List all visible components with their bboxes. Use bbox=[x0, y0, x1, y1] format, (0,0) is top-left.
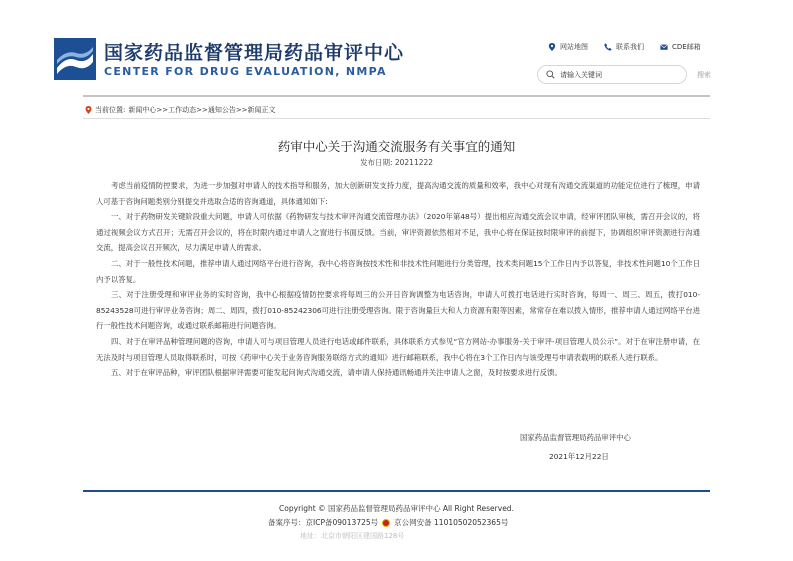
article-body bbox=[96, 178, 700, 381]
top-links bbox=[548, 42, 701, 52]
search-box bbox=[537, 65, 687, 84]
article-signature: 国家药品监督管理局药品审评中心 bbox=[520, 433, 631, 442]
article-paragraph: 一、对于药物研发关键阶段重大问题，申请人可依据《药物研发与技术审评沟通交流管理办法》（2020年第48号）提出相应沟通交流会议申请，经审评团队审核，需召开会议的，将通过视频会议方式召开；无需召开会议的，将在时限内通过申请人之窗进行书面反馈。当前，审评资源依然相对不足，我中心将在保证按时限审评的前提下，协调组织审评资源进行沟通交流，提高会议召开频次，尽力满足申请人的需求。 bbox=[96, 212, 700, 253]
contact-link[interactable] bbox=[604, 42, 644, 52]
cde-mail-label: CDE邮箱 bbox=[672, 43, 701, 51]
site-title-en: CENTER FOR DRUG EVALUATION, NMPA bbox=[104, 65, 387, 78]
location-icon bbox=[85, 106, 92, 114]
site-title-cn: 国家药品监督管理局药品审评中心 bbox=[104, 42, 405, 64]
nmpa-logo[interactable] bbox=[54, 38, 96, 80]
article-paragraph: 考虑当前疫情防控要求，为进一步加强对申请人的技术指导和服务，加大创新研发支持力度，提高沟通交流的质量和效率，我中心对现有沟通交流渠道的功能定位进行了梳理，申请人可基于咨询问题类别分别提交并选取合适的咨询通道，具体通知如下: bbox=[96, 181, 700, 206]
breadcrumb-divider bbox=[83, 118, 710, 119]
article-title: 药审中心关于沟通交流服务有关事宜的通知 bbox=[277, 139, 516, 154]
police-record-link[interactable]: 京公网安备 11010502052365号 bbox=[394, 518, 509, 527]
search-icon bbox=[546, 70, 555, 79]
cde-mail-link[interactable] bbox=[660, 42, 701, 52]
breadcrumb bbox=[85, 105, 276, 115]
icp-link[interactable]: 备案序号：京ICP备09013725号 bbox=[268, 518, 379, 527]
breadcrumb-path[interactable]: 新闻中心>>工作动态>>通知公告>>新闻正文 bbox=[128, 106, 276, 114]
sitemap-label: 网站地图 bbox=[560, 43, 588, 51]
article-sign-date: 2021年12月22日 bbox=[549, 452, 609, 461]
footer-divider bbox=[83, 490, 710, 492]
phone-icon bbox=[604, 43, 612, 51]
header-divider bbox=[83, 95, 710, 97]
sitemap-link[interactable] bbox=[548, 42, 588, 52]
article-paragraph: 四、对于在审评品种管理问题的咨询，申请人可与项目管理人员进行电话或邮件联系，具体联系方式参见“官方网站-办事服务-关于审评-项目管理人员公示”。对于在审注册申请，在无法及时与项目管理人员取得联系时，可按《药审中心关于业务咨询服务联络方式的通知》进行邮箱联系，我中心将在3个工作日内与该受理号申请表载明的联系人进行联系。 bbox=[96, 336, 700, 362]
mail-icon bbox=[660, 43, 668, 51]
publish-date: 发布日期: 20211222 bbox=[359, 158, 434, 167]
footer-registration bbox=[268, 517, 508, 528]
article-paragraph: 三、对于注册受理和审评业务的实时咨询，我中心根据疫情防控要求将每周三的公开日咨询调整为电话咨询，申请人可拨打电话进行实时咨询，每周一、周三、周五，拨打010-85243528可进行审评业务咨询；周二、周四，拨打010-85242306可进行注册受理咨询。限于咨询量巨大和人力资源有限等因素，常常存在难以拨入情形，推荐申请人通过网络平台进行一般性技术问题咨询，或通过联系邮箱进行问题咨询。 bbox=[96, 290, 700, 331]
contact-label: 联系我们 bbox=[616, 43, 644, 51]
search-button[interactable]: 搜索 bbox=[697, 71, 711, 79]
article-paragraph: 五、对于在审评品种，审评团队根据审评需要可能发起问询式沟通交流，请申请人保持通讯畅通并关注申请人之窗，及时按要求进行反馈。 bbox=[111, 368, 562, 378]
article-paragraph: 二、对于一般性技术问题，推荐申请人通过网络平台进行咨询，我中心将咨询按技术性和非技术性问题进行分类管理，技术类问题15个工作日内予以答复，非技术性问题10个工作日内予以答复。 bbox=[96, 258, 700, 284]
police-badge-icon bbox=[382, 519, 390, 527]
footer-copyright: Copyright © 国家药品监督管理局药品审评中心 All Right Reserved. bbox=[279, 504, 514, 513]
breadcrumb-label: 当前位置: bbox=[95, 106, 126, 114]
map-pin-icon bbox=[548, 43, 556, 51]
search-input[interactable] bbox=[560, 71, 670, 79]
site-header bbox=[0, 0, 793, 92]
footer-address: 地址：北京市朝阳区建国路128号 bbox=[300, 532, 405, 539]
